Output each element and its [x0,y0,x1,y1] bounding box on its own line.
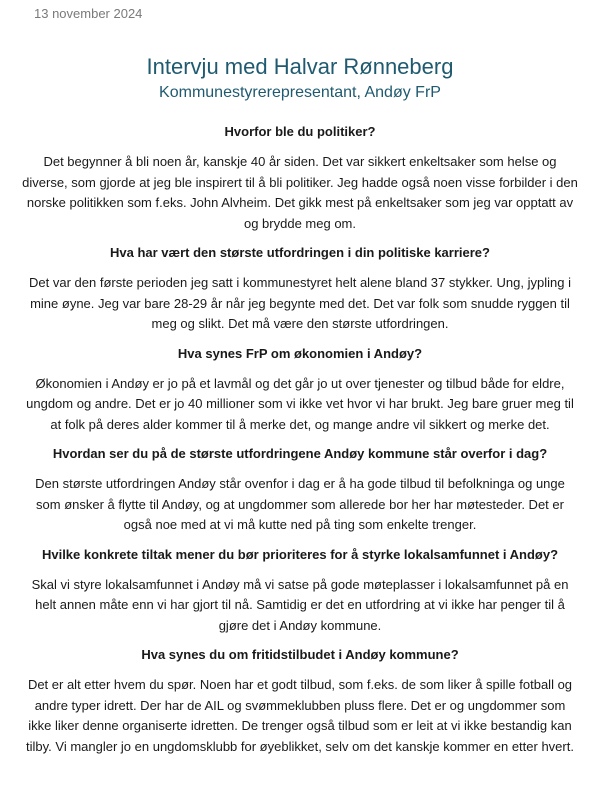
page-subtitle: Kommunestyrerepresentant, Andøy FrP [159,84,441,101]
interview-body [22,122,578,766]
answer-4: Den største utfordringen Andøy står ovenfor i dag er å ha gode tilbud til befolkninga og unge som ønsker å flytte til Andøy, og at ungdommer som allerede bor her har møtesteder. Det er også noe med at vi må kutte ned på ting som enkelte trenger. [35,476,565,532]
question-4: Hvordan ser du på de største utfordringene Andøy kommune står overfor i dag? [52,446,548,461]
answer-1: Det begynner å bli noen år, kanskje 40 år siden. Det var sikkert enkeltsaker som helse og diverse, som gjorde at jeg ble inspirert til å bli politiker. Jeg hadde også noen visse forbilder i den norske politikken som f.eks. John Alvheim. Det gikk mest på enkeltsaker som jeg var opptatt av og brydde meg om. [22,154,578,231]
answer-5: Skal vi styre lokalsamfunnet i Andøy må vi satse på gode møteplasser i lokalsamfunnet på en helt annen måte enn vi har gjort til nå. Samtidig er det en utfordring at vi ikke har penger til å gjøre det i Andøy kommune. [31,576,569,633]
question-2: Hva har vært den største utfordringen i din politiske karriere? [110,245,490,260]
question-1: Hvorfor ble du politiker? [224,124,376,139]
question-6: Hva synes du om fritidstilbudet i Andøy kommune? [141,647,459,662]
answer-3: Økonomien i Andøy er jo på et lavmål og det går jo ut over tjenester og tilbud både for eldre, ungdom og andre. Det er jo 40 millioner som vi ikke vet hvor vi har brukt. Jeg bare gruer meg til at folk på deres alder kommer til å merke det, og mange andre vil sikkert og merke det. [26,375,574,432]
page-title: Intervju med Halvar Rønneberg [146,54,454,79]
article-date: 13 november 2024 [34,6,143,21]
question-5: Hvilke konkrete tiltak mener du bør prioriteres for å styrke lokalsamfunnet i Andøy? [41,546,559,562]
question-3: Hva synes FrP om økonomien i Andøy? [177,345,423,361]
answer-2: Det var den første perioden jeg satt i kommunestyret helt alene bland 37 stykker. Ung, jypling i mine øyne. Jeg var bare 28-29 år når jeg begynte med det. Det var folk som snudde ryggen til meg og slikt. Det må være den største utfordringen. [29,275,571,331]
answer-6: Det er alt etter hvem du spør. Noen har et godt tilbud, som f.eks. de som liker å spille fotball og andre typer idrett. Der har de AIL og svømmeklubben pluss flere. Det er og ungdommer som ikke liker denne organiserte idretten. De trenger også tilbud som er leit at vi ikke bestandig kan tilby. Vi mangler jo en ungdomsklubb for øyeblikket, selv om det kanskje kommer en etter hvert. [26,677,574,754]
